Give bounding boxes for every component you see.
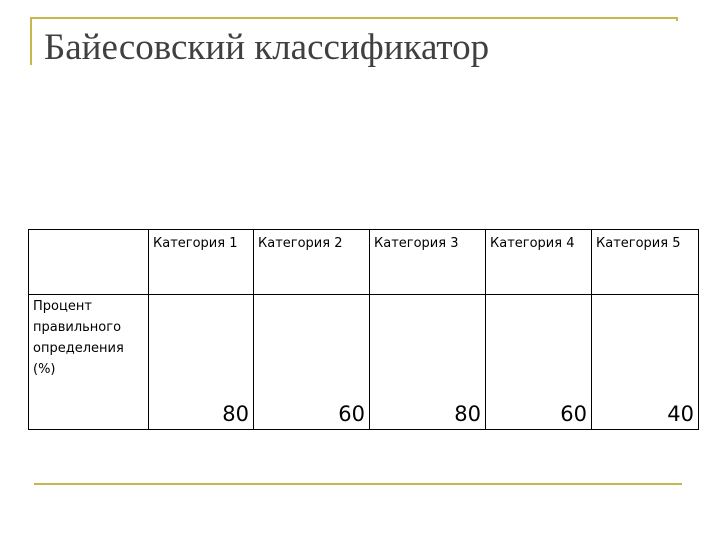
right-accent-tick: [676, 17, 678, 21]
column-header-category-3: Категория 3: [370, 230, 486, 295]
value-category-2: 60: [254, 295, 370, 430]
row-label-accuracy: Процент правильного определения (%): [29, 295, 149, 430]
bottom-accent-rule: [34, 483, 682, 485]
column-header-category-4: Категория 4: [486, 230, 592, 295]
results-table: [28, 229, 699, 430]
top-accent-rule: [30, 17, 678, 19]
table-header-row: [29, 230, 699, 295]
left-accent-rule: [30, 17, 32, 65]
value-category-4: 60: [486, 295, 592, 430]
value-category-3: 80: [370, 295, 486, 430]
slide-title: Байесовский классификатор: [44, 27, 490, 68]
value-category-1: 80: [149, 295, 254, 430]
column-header-category-5: Категория 5: [592, 230, 699, 295]
table-row: [29, 295, 699, 430]
column-header-category-1: Категория 1: [149, 230, 254, 295]
column-header-category-2: Категория 2: [254, 230, 370, 295]
table-corner-cell: [29, 230, 149, 295]
value-category-5: 40: [592, 295, 699, 430]
